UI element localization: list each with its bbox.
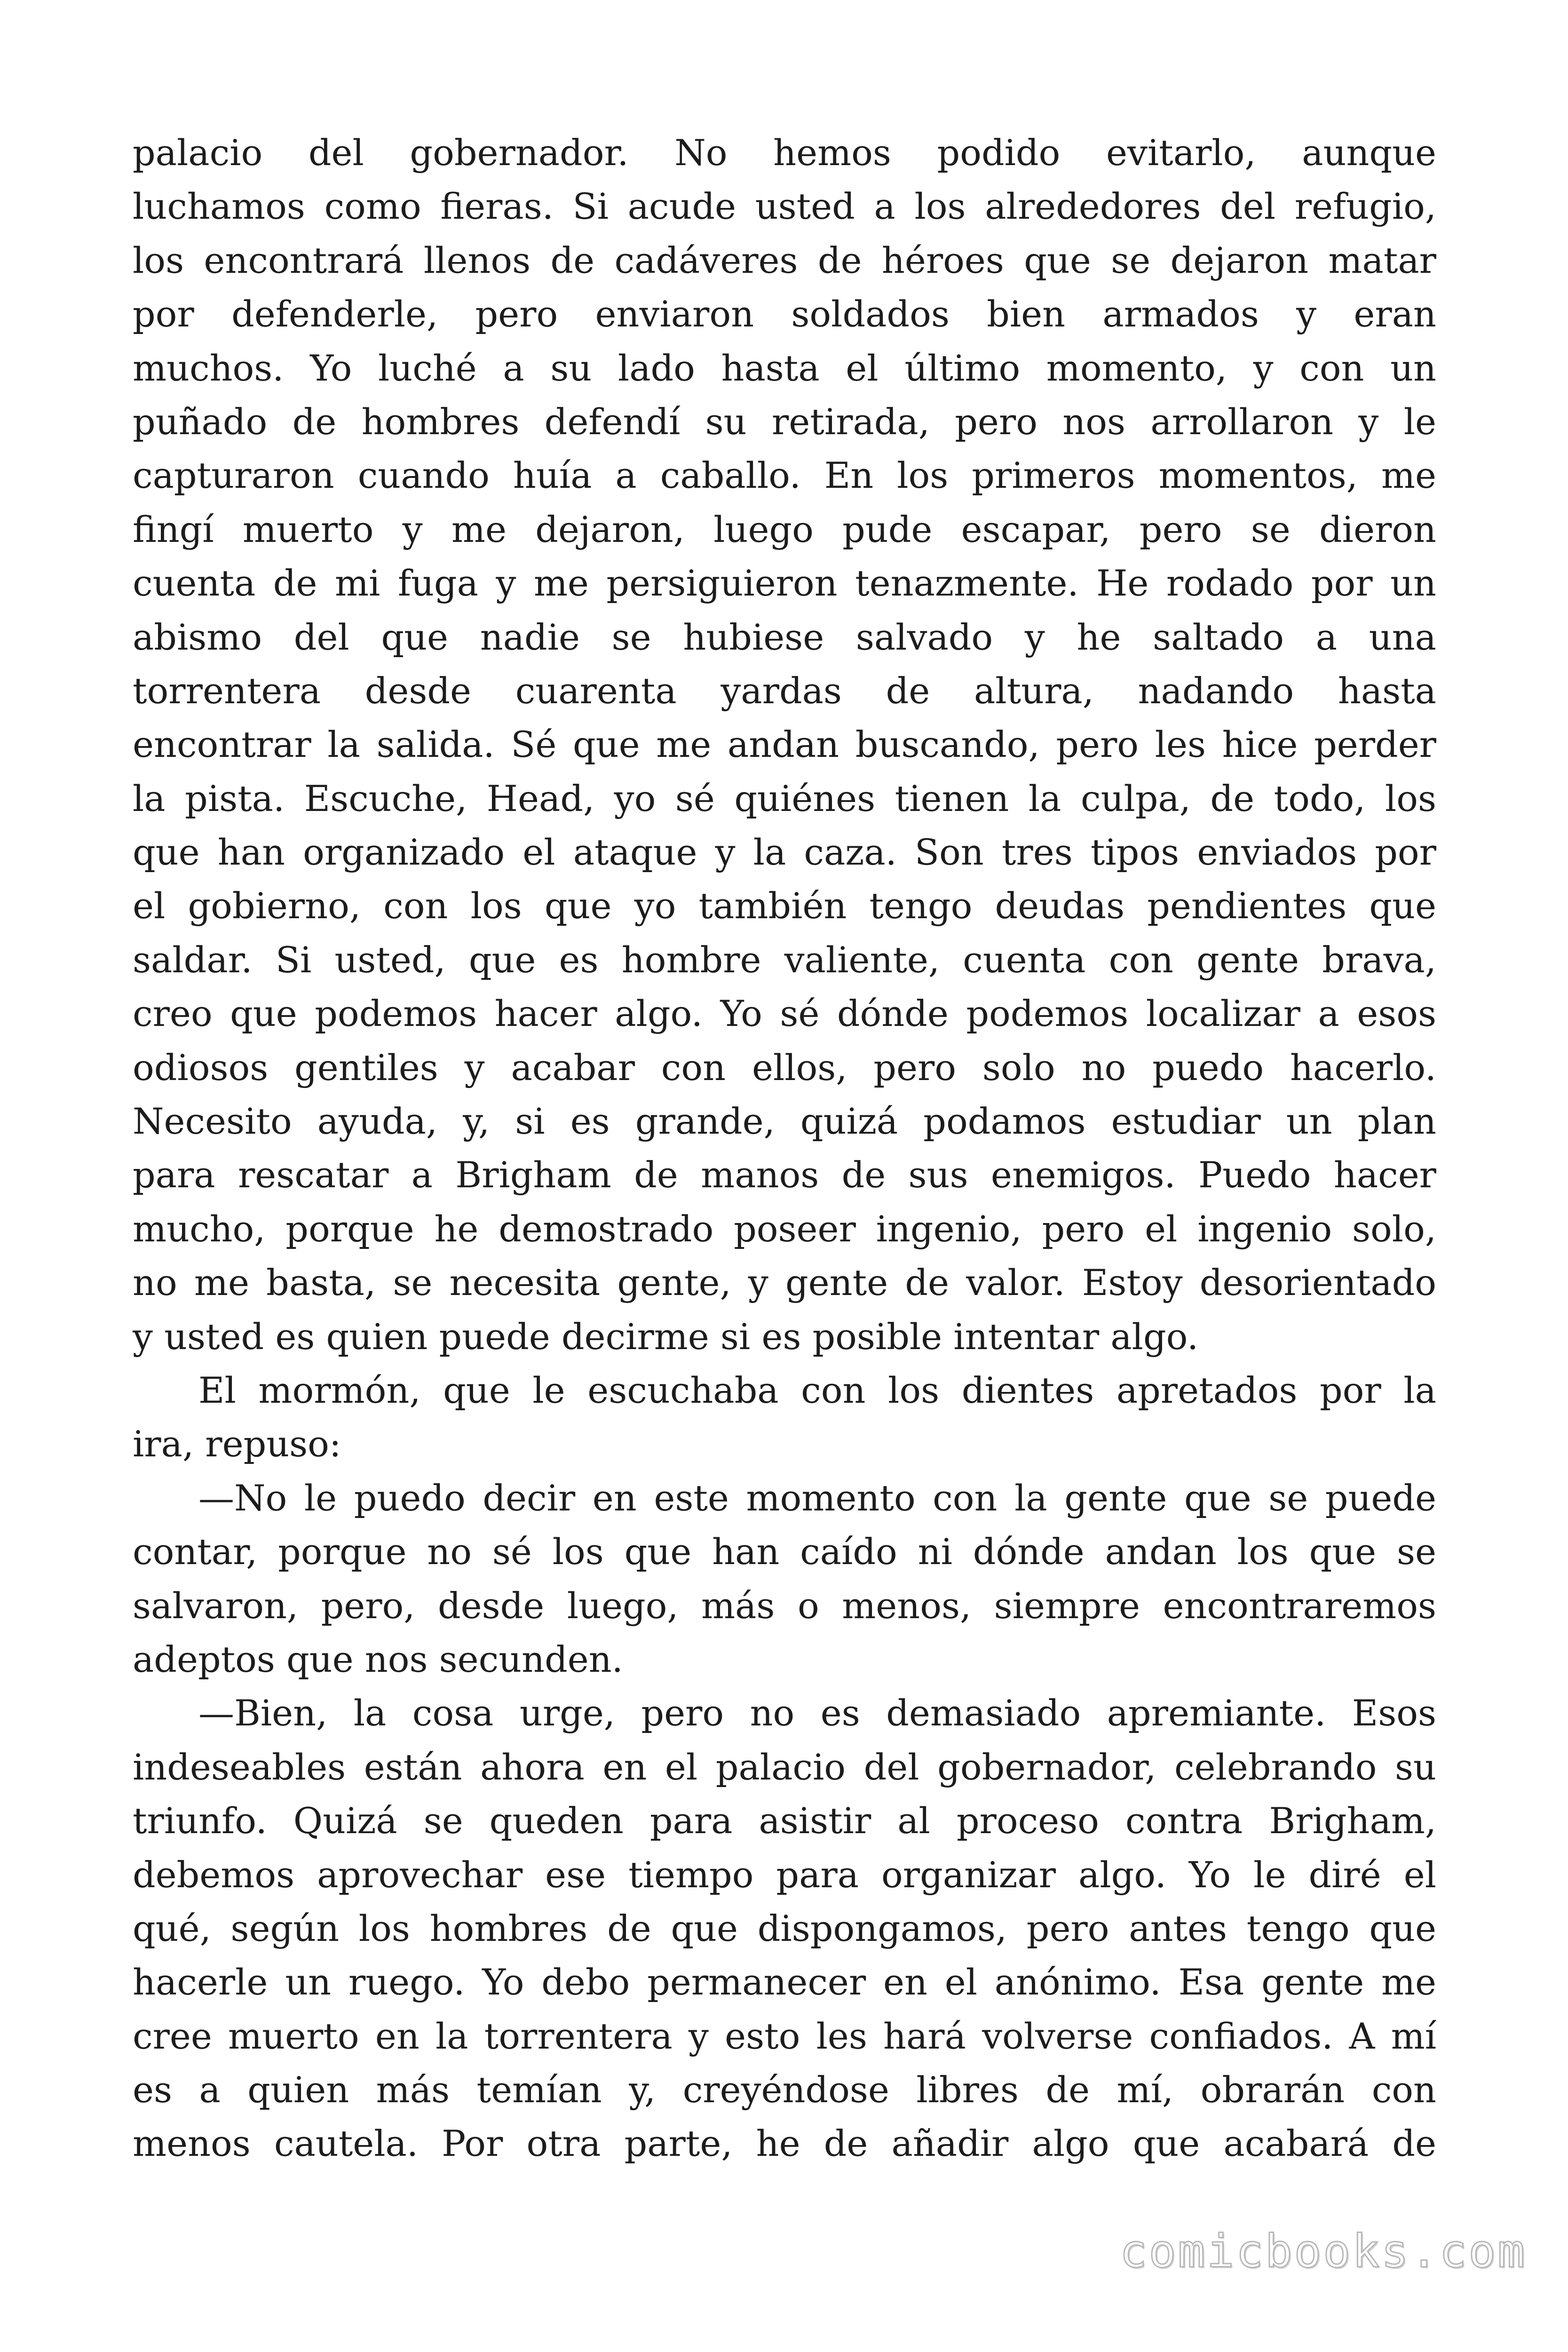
body-text [133, 126, 1436, 2171]
text-line: muchos. Yo luché a su lado hasta el último momento, y con un [133, 347, 1436, 389]
text-line: odiosos gentiles y acabar con ellos, pero solo no puedo hacerlo. [133, 1046, 1436, 1089]
text-line: qué, según los hombres de que dispongamos, pero antes tengo que [133, 1907, 1436, 1949]
text-line: para rescatar a Brigham de manos de sus enemigos. Puedo hacer [133, 1154, 1436, 1196]
text-line: —No le puedo decir en este momento con la gente que se puede [198, 1477, 1436, 1519]
text-line: adeptos que nos secunden. [133, 1638, 623, 1680]
text-line: es a quien más temían y, creyéndose libres de mí, obrarán con [133, 2069, 1436, 2111]
text-line: y usted es quien puede decirme si es posible intentar algo. [133, 1315, 1199, 1358]
watermark-logo: comicbooks.com [1119, 2225, 1527, 2278]
text-line: Necesito ayuda, y, si es grande, quizá podamos estudiar un plan [133, 1100, 1436, 1143]
text-line: contar, porque no sé los que han caído ni dónde andan los que se [133, 1531, 1436, 1573]
text-line: triunfo. Quizá se queden para asistir al proceso contra Brigham, [133, 1800, 1436, 1842]
text-line: que han organizado el ataque y la caza. Son tres tipos enviados por [133, 831, 1436, 874]
text-line: creo que podemos hacer algo. Yo sé dónde podemos localizar a esos [133, 993, 1436, 1035]
text-line: saldar. Si usted, que es hombre valiente, cuenta con gente brava, [133, 938, 1436, 981]
text-line: palacio del gobernador. No hemos podido evitarlo, aunque [133, 132, 1436, 174]
text-line: fingí muerto y me dejaron, luego pude escapar, pero se dieron [133, 508, 1436, 550]
text-line: luchamos como fieras. Si acude usted a los alrededores del refugio, [133, 185, 1436, 228]
text-line: cuenta de mi fuga y me persiguieron tenazmente. He rodado por un [133, 562, 1436, 604]
text-line: capturaron cuando huía a caballo. En los primeros momentos, me [133, 454, 1436, 497]
text-line: menos cautela. Por otra parte, he de añadir algo que acabará de [133, 2122, 1436, 2165]
text-line: los encontrará llenos de cadáveres de héroes que se dejaron matar [133, 239, 1436, 281]
text-line: debemos aprovechar ese tiempo para organizar algo. Yo le diré el [133, 1853, 1436, 1896]
text-line: El mormón, que le escuchaba con los dientes apretados por la [198, 1369, 1436, 1411]
text-line: por defenderle, pero enviaron soldados bien armados y eran [133, 293, 1436, 335]
text-line: la pista. Escuche, Head, yo sé quiénes tienen la culpa, de todo, los [133, 777, 1436, 819]
text-line: abismo del que nadie se hubiese salvado y he saltado a una [133, 616, 1436, 658]
text-line: indeseables están ahora en el palacio del gobernador, celebrando su [133, 1746, 1436, 1788]
text-line: cree muerto en la torrentera y esto les hará volverse confiados. A mí [133, 2015, 1436, 2057]
text-line: mucho, porque he demostrado poseer ingenio, pero el ingenio solo, [133, 1208, 1436, 1250]
text-line: salvaron, pero, desde luego, más o menos, siempre encontraremos [133, 1584, 1436, 1627]
text-line: torrentera desde cuarenta yardas de altura, nadando hasta [133, 669, 1436, 712]
text-line: encontrar la salida. Sé que me andan buscando, pero les hice perder [133, 723, 1436, 766]
text-line: ira, repuso: [133, 1423, 341, 1465]
text-line: puñado de hombres defendí su retirada, pero nos arrollaron y le [133, 400, 1436, 443]
text-line: el gobierno, con los que yo también tengo deudas pendientes que [133, 885, 1436, 927]
text-line: hacerle un ruego. Yo debo permanecer en el anónimo. Esa gente me [133, 1961, 1436, 2003]
text-line: no me basta, se necesita gente, y gente de valor. Estoy desorientado [133, 1262, 1436, 1304]
text-line: —Bien, la cosa urge, pero no es demasiado apremiante. Esos [198, 1692, 1436, 1734]
